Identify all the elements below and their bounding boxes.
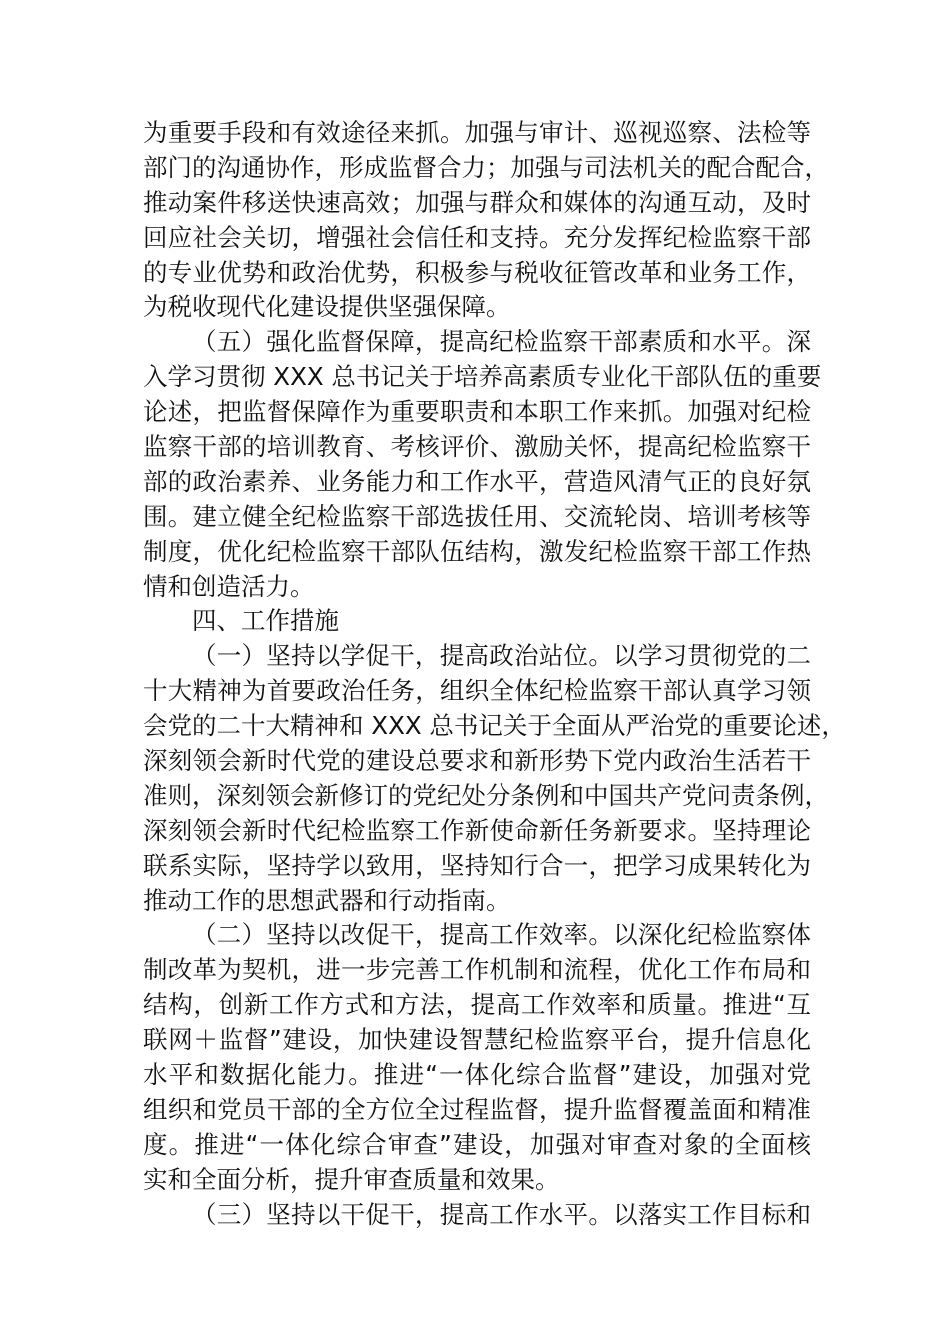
text-line: 度。推进“一体化综合审查”建设，加强对审查对象的全面核 <box>143 1129 811 1159</box>
section-heading-4: 四、工作措施 <box>192 606 339 636</box>
text-line: 联网＋监督”建设，加快建设智慧纪检监察平台，提升信息化 <box>143 1025 811 1055</box>
document-body <box>143 116 846 1233</box>
text-line: 监察干部的培训教育、考核评价、激励关怀，提高纪检监察干 <box>143 432 811 462</box>
text-line: 部门的沟通协作，形成监督合力；加强与司法机关的配合配合， <box>143 152 829 182</box>
text-line: 推动案件移送快速高效；加强与群众和媒体的沟通互动，及时 <box>143 187 811 217</box>
text-line: 部的政治素养、业务能力和工作水平，营造风清气正的良好氛 <box>143 466 811 496</box>
text-line: 深刻领会新时代党的建设总要求和新形势下党内政治生活若干 <box>143 746 811 776</box>
text-line: 水平和数据化能力。推进“一体化综合监督”建设，加强对党 <box>143 1060 811 1090</box>
text-line: 结构，创新工作方式和方法，提高工作效率和质量。推进“互 <box>143 990 811 1020</box>
text-line: 制改革为契机，进一步完善工作机制和流程，优化工作布局和 <box>143 955 811 985</box>
subsection-heading-1: （一）坚持以学促干，提高政治站位。以学习贯彻党的二 <box>192 641 811 671</box>
text-line: 入学习贯彻 XXX 总书记关于培养高素质专业化干部队伍的重要 <box>143 362 822 392</box>
text-line: 会党的二十大精神和 XXX 总书记关于全面从严治党的重要论述， <box>143 711 846 741</box>
text-line: 推动工作的思想武器和行动指南。 <box>143 885 511 915</box>
text-line: 为税收现代化建设提供坚强保障。 <box>143 292 511 322</box>
text-line: 围。建立健全纪检监察干部选拔任用、交流轮岗、培训考核等 <box>143 501 811 531</box>
text-line: 组织和党员干部的全方位全过程监督，提升监督覆盖面和精准 <box>143 1094 811 1124</box>
text-line: 联系实际，坚持学以致用，坚持知行合一，把学习成果转化为 <box>143 850 811 880</box>
section-heading-5: （五）强化监督保障，提高纪检监察干部素质和水平。深 <box>192 327 811 357</box>
text-line: 十大精神为首要政治任务，组织全体纪检监察干部认真学习领 <box>143 676 811 706</box>
text-line: 情和创造活力。 <box>143 571 315 601</box>
subsection-heading-3: （三）坚持以干促干，提高工作水平。以落实工作目标和 <box>192 1199 811 1229</box>
text-line: 制度，优化纪检监察干部队伍结构，激发纪检监察干部工作热 <box>143 536 811 566</box>
text-line: 准则，深刻领会新修订的党纪处分条例和中国共产党问责条例， <box>143 780 829 810</box>
text-line: 论述，把监督保障作为重要职责和本职工作来抓。加强对纪检 <box>143 397 811 427</box>
subsection-heading-2: （二）坚持以改促干，提高工作效率。以深化纪检监察体 <box>192 920 811 950</box>
text-line: 为重要手段和有效途径来抓。加强与审计、巡视巡察、法检等 <box>143 118 811 147</box>
text-line: 的专业优势和政治优势，积极参与税收征管改革和业务工作， <box>143 257 811 287</box>
text-line: 回应社会关切，增强社会信任和支持。充分发挥纪检监察干部 <box>143 222 811 252</box>
text-line: 深刻领会新时代纪检监察工作新使命新任务新要求。坚持理论 <box>143 815 811 845</box>
text-line: 实和全面分析，提升审查质量和效果。 <box>143 1164 560 1194</box>
